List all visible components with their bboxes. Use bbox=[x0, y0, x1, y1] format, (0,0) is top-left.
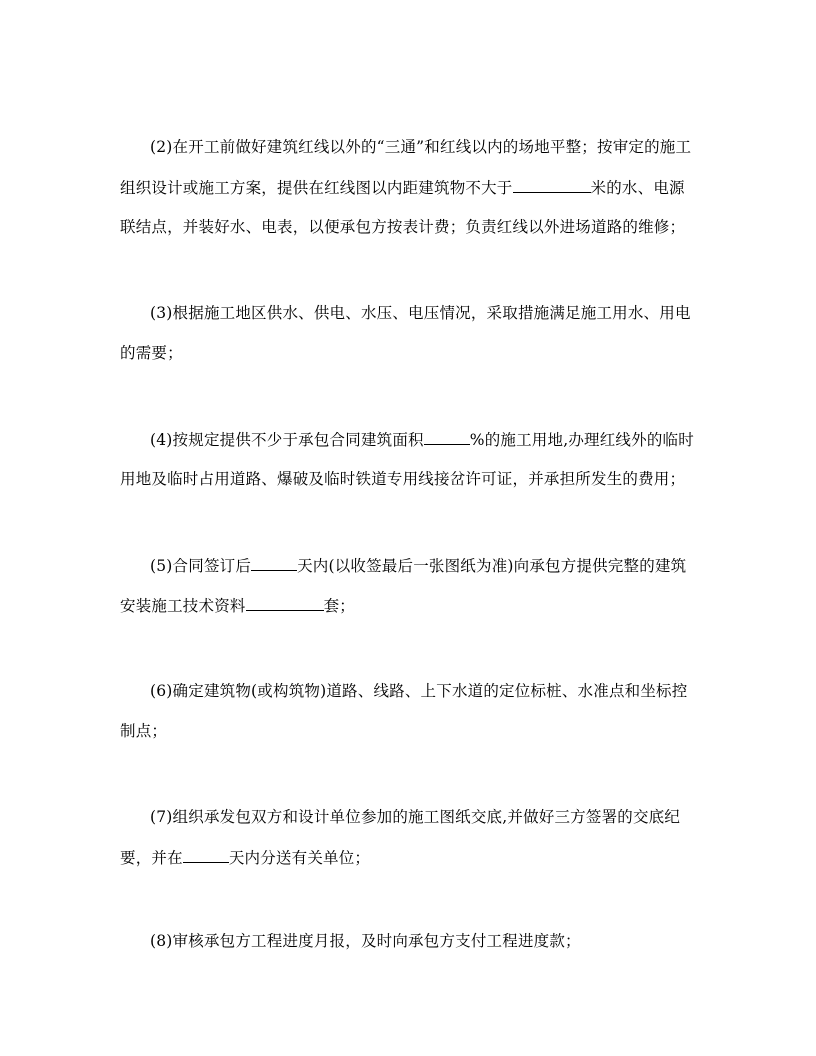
paragraph-line bbox=[150, 302, 691, 324]
paragraph-line bbox=[150, 554, 686, 576]
paragraph-line bbox=[120, 342, 183, 364]
line-text: (7)组织承发包双方和设计单位参加的施工图纸交底,并做好三方签署的交底纪 bbox=[150, 808, 681, 826]
paragraph-line bbox=[120, 468, 685, 490]
line-text: 用地及临时占用道路、爆破及临时铁道专用线接岔许可证，并承担所发生的费用； bbox=[120, 470, 686, 488]
paragraph-line bbox=[150, 680, 687, 702]
line-text: %的施工用地,办理红线外的临时 bbox=[469, 431, 694, 449]
line-text: 制点； bbox=[120, 722, 168, 740]
paragraph-line bbox=[150, 136, 691, 158]
line-text: (6)确定建筑物(或构筑物)道路、线路、上下水道的定位标桩、水准点和坐标控 bbox=[150, 682, 688, 700]
line-text: (3)根据施工地区供水、供电、水压、电压情况，采取措施满足施工用水、用电 bbox=[150, 304, 691, 322]
line-text: 组织设计或施工方案，提供在红线图以内距建筑物不大于 bbox=[120, 179, 513, 197]
line-text: (4)按规定提供不少于承包合同建筑面积 bbox=[150, 431, 424, 449]
paragraph-line bbox=[150, 930, 581, 952]
fill-blank bbox=[251, 554, 297, 571]
line-text: 天内分送有关单位； bbox=[228, 849, 371, 867]
paragraph-line bbox=[120, 216, 685, 238]
line-text: 天内(以收签最后一张图纸为准)向承包方提供完整的建筑 bbox=[297, 557, 687, 575]
fill-blank bbox=[246, 594, 324, 611]
fill-blank bbox=[513, 176, 591, 193]
line-text: 要，并在 bbox=[120, 849, 183, 867]
paragraph-line bbox=[150, 428, 694, 450]
line-text: 联结点，并装好水、电表，以便承包方按表计费；负责红线以外进场道路的维修； bbox=[120, 218, 686, 236]
line-text: 米的水、电源 bbox=[590, 179, 685, 197]
line-text: 套； bbox=[323, 597, 356, 615]
paragraph-line bbox=[120, 720, 167, 742]
paragraph-line bbox=[120, 846, 370, 868]
line-text: (5)合同签订后 bbox=[150, 557, 252, 575]
fill-blank bbox=[183, 846, 229, 863]
line-text: 的需要； bbox=[120, 344, 183, 362]
fill-blank bbox=[424, 428, 470, 445]
line-text: (2)在开工前做好建筑红线以外的“三通”和红线以内的场地平整；按审定的施工 bbox=[150, 138, 692, 156]
line-text: (8)审核承包方工程进度月报，及时向承包方支付工程进度款； bbox=[150, 932, 581, 950]
line-text: 安装施工技术资料 bbox=[120, 597, 246, 615]
paragraph-line bbox=[150, 806, 680, 828]
paragraph-line bbox=[120, 594, 355, 616]
paragraph-line bbox=[120, 176, 685, 198]
